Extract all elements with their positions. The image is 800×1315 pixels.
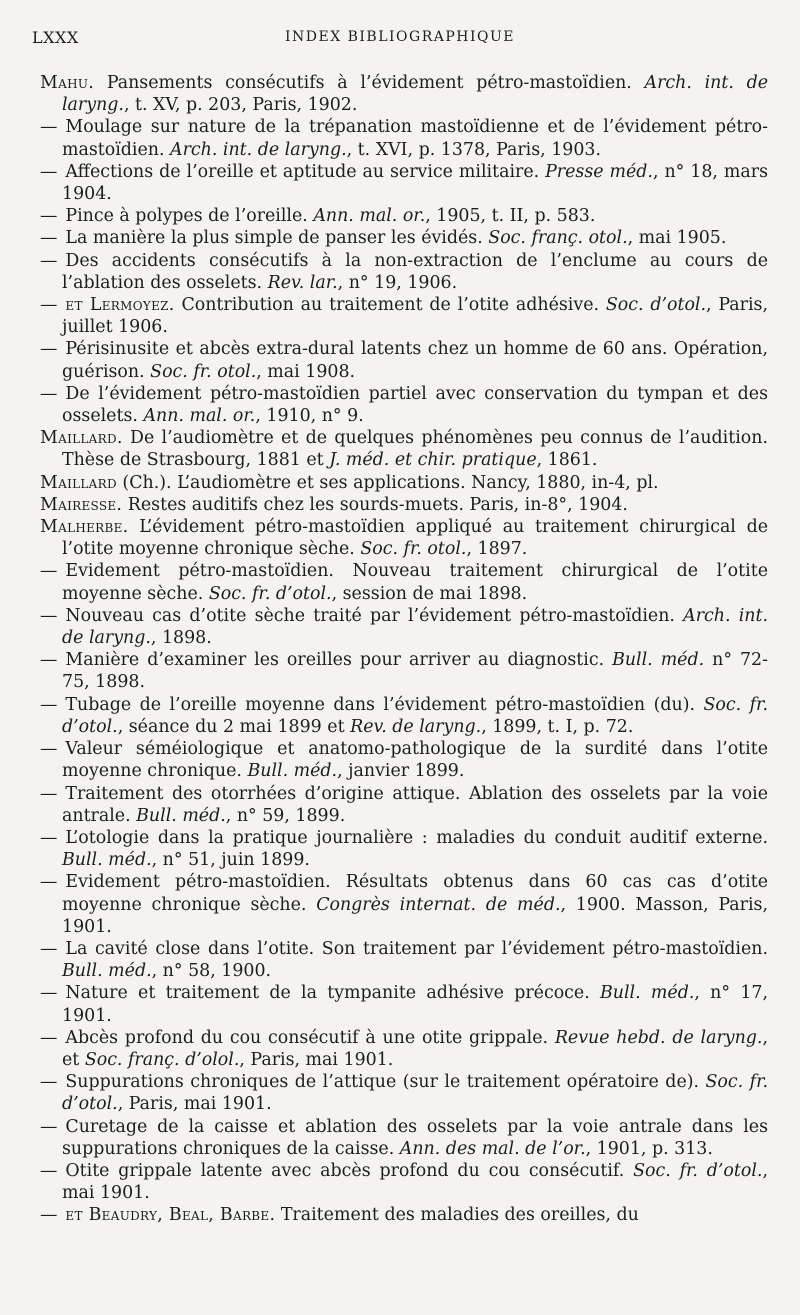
entry-text: Traitement des maladies des oreilles, du [280, 1205, 639, 1226]
ditto-dash: — [40, 383, 58, 404]
bibliography-entry [40, 494, 768, 516]
bibliography-entry [40, 871, 768, 938]
ditto-dash: — [40, 694, 58, 715]
bibliography-entry [40, 982, 768, 1026]
ditto-dash: — [40, 250, 58, 271]
ditto-dash: — [40, 650, 58, 671]
entry-text: L’évidement pétro-mastoïdien appliqué au traitement chirurgical de l’otite moyenne chronique sèche. Soc. fr. otol., 1897. [62, 517, 768, 560]
running-head: INDEX BIBLIOGRAPHIQUE [284, 29, 516, 45]
bibliography-entry [40, 938, 768, 982]
entry-text: Des accidents consécutifs à la non-extraction de l’enclume au cours de l’ablation des osselets. Rev. lar., n° 19, 1906. [62, 250, 768, 293]
entry-text: Pince à polypes de l’oreille. Ann. mal. or., 1905, t. II, p. 583. [65, 206, 596, 227]
entry-text: Curetage de la caisse et ablation des osselets par la voie antrale dans les suppurations chroniques de la caisse. Ann. des mal. de l’or., 1901, p. 313. [62, 1116, 768, 1159]
entry-author: et Lermoyez. [65, 295, 175, 316]
entry-text: De l’évidement pétro-mastoïdien partiel avec conservation du tympan et des osselets. Ann. mal. or., 1910, n° 9. [62, 383, 768, 427]
entry-text: Moulage sur nature de la trépanation mastoïdienne et de l’évidement pétro-mastoïdien. Arch. int. de laryng., t. XVI, p. 1378, Paris, 1903. [62, 117, 768, 160]
bibliography-entry [40, 383, 768, 427]
bibliography-entry [40, 649, 768, 693]
bibliography-entry [40, 605, 768, 649]
ditto-dash: — [40, 1027, 58, 1048]
ditto-dash: — [40, 783, 58, 804]
ditto-dash: — [40, 206, 58, 227]
bibliography-entry [40, 72, 768, 116]
ditto-dash: — [40, 1160, 58, 1181]
bibliography-entry [40, 227, 768, 249]
ditto-dash: — [40, 561, 58, 582]
page-number: LXXX [32, 28, 79, 47]
entry-text: Abcès profond du cou consécutif à une otite grippale. Revue hebd. de laryng., et Soc. franç. d’olol., Paris, mai 1901. [62, 1027, 768, 1070]
ditto-dash: — [40, 339, 58, 360]
entry-author: Maillard [40, 472, 117, 493]
entry-text: Pansements consécutifs à l’évidement pétro-mastoïdien. Arch. int. de laryng., t. XV, p. 203, Paris, 1902. [62, 73, 769, 116]
page-header [0, 28, 800, 58]
bibliography-entry [40, 1027, 768, 1071]
bibliography-entry [40, 783, 768, 827]
bibliography-entry [40, 250, 768, 294]
entry-text: Nouveau cas d’otite sèche traité par l’évidement pétro-mastoïdien. Arch. int. de laryng., 1898. [62, 605, 768, 649]
ditto-dash: — [40, 739, 58, 760]
entry-author: Mahu. [40, 73, 95, 93]
bibliography-entry [40, 516, 768, 560]
bibliography-entry [40, 1160, 768, 1204]
bibliography-entry [40, 472, 768, 494]
entry-text: Otite grippale latente avec abcès profond du cou consécutif. Soc. fr. d’otol., mai 1901. [62, 1160, 768, 1204]
ditto-dash: — [40, 938, 58, 959]
entry-text: De l’audiomètre et de quelques phénomènes peu connus de l’audition. Thèse de Strasbourg, 1881 et J. méd. et chir. pratique, 1861. [62, 428, 768, 471]
ditto-dash: — [40, 228, 58, 249]
entry-text: Manière d’examiner les oreilles pour arriver au diagnostic. Bull. méd. n° 72-75, 1898. [62, 650, 768, 693]
ditto-dash: — [40, 1205, 58, 1226]
entry-text: Contribution au traitement de l’otite adhésive. Soc. d’otol., Paris, juillet 1906. [62, 295, 768, 338]
bibliography-entry [40, 294, 768, 338]
entry-text: Périsinusite et abcès extra-dural latents chez un homme de 60 ans. Opération, guérison. Soc. fr. otol., mai 1908. [62, 339, 768, 382]
bibliography-entry [40, 694, 768, 738]
ditto-dash: — [40, 605, 58, 626]
ditto-dash: — [40, 117, 58, 138]
bibliography-entry [40, 738, 768, 782]
entry-author: Malherbe. [40, 517, 129, 538]
bibliography-entry [40, 338, 768, 382]
entry-text: Evidement pétro-mastoïdien. Résultats obtenus dans 60 cas cas d’otite moyenne chronique sèche. Congrès internat. de méd., 1900. Masson, Paris, 1901. [62, 872, 768, 937]
bibliography-entry [40, 161, 768, 205]
ditto-dash: — [40, 1116, 58, 1137]
entry-text: Nature et traitement de la tympanite adhésive précoce. Bull. méd., n° 17, 1901. [62, 983, 769, 1026]
bibliography-entry [40, 116, 768, 160]
entry-text: Valeur séméiologique et anatomo-pathologique de la surdité dans l’otite moyenne chronique. Bull. méd., janvier 1899. [62, 739, 768, 782]
entry-text: (Ch.). L’audiomètre et ses applications. Nancy, 1880, in-4, pl. [122, 472, 659, 493]
bibliography-entry [40, 205, 768, 227]
ditto-dash: — [40, 295, 58, 316]
ditto-dash: — [40, 872, 58, 893]
entry-author: Maillard. [40, 428, 123, 449]
ditto-dash: — [40, 983, 58, 1004]
entry-text: Restes auditifs chez les sourds-muets. Paris, in-8°, 1904. [127, 494, 628, 515]
ditto-dash: — [40, 827, 58, 848]
bibliography-entry [40, 827, 768, 871]
entry-text: La cavité close dans l’otite. Son traitement par l’évidement pétro-mastoïdien. Bull. méd., n° 58, 1900. [62, 938, 768, 982]
entry-text: La manière la plus simple de panser les évidés. Soc. franç. otol., mai 1905. [65, 228, 727, 249]
bibliography-entry [40, 427, 768, 471]
bibliography-entry [40, 1204, 768, 1226]
bibliography-entry [40, 1071, 768, 1115]
entry-text: Tubage de l’oreille moyenne dans l’évidement pétro-mastoïdien (du). Soc. fr. d’otol., séance du 2 mai 1899 et Rev. de laryng., 1899, t. I, p. 72. [62, 694, 768, 737]
entry-text: Evidement pétro-mastoïdien. Nouveau traitement chirurgical de l’otite moyenne sèche. Soc. fr. d’otol., session de mai 1898. [62, 561, 768, 604]
entry-author: et Beaudry, Beal, Barbe. [65, 1205, 276, 1226]
bibliography-entry [40, 1116, 768, 1160]
entry-text: Traitement des otorrhées d’origine attique. Ablation des osselets par la voie antrale. Bull. méd., n° 59, 1899. [62, 783, 768, 826]
bibliography-entries [40, 72, 768, 1227]
entry-text: Affections de l’oreille et aptitude au service militaire. Presse méd., n° 18, mars 1904. [62, 161, 769, 205]
ditto-dash: — [40, 1072, 58, 1093]
entry-author: Mairesse. [40, 494, 123, 515]
bibliography-entry [40, 560, 768, 604]
entry-text: Suppurations chroniques de l’attique (sur le traitement opératoire de). Soc. fr. d’otol., Paris, mai 1901. [62, 1072, 768, 1115]
ditto-dash: — [40, 161, 58, 182]
entry-text: L’otologie dans la pratique journalière : maladies du conduit auditif externe. Bull. méd., n° 51, juin 1899. [62, 827, 768, 871]
